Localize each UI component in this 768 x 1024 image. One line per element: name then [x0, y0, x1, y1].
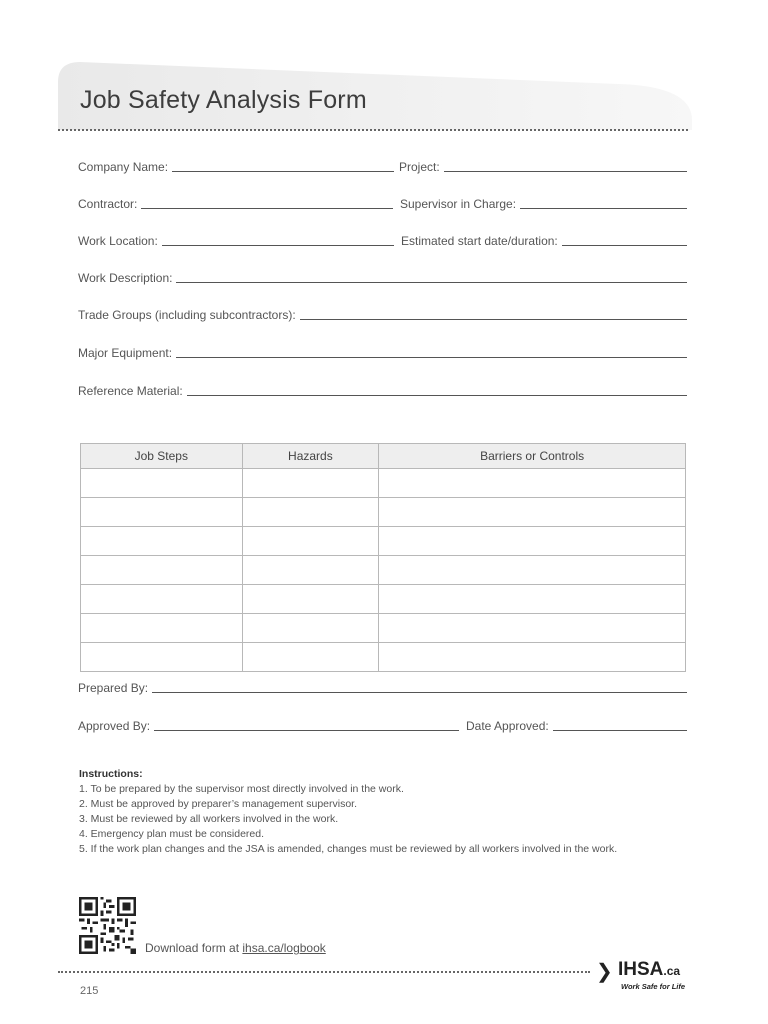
trade-groups-field[interactable] [78, 308, 687, 322]
project-line[interactable] [444, 161, 687, 172]
contractor-label: Contractor: [78, 197, 138, 211]
table-cell[interactable] [81, 469, 243, 498]
table-cell[interactable] [379, 556, 686, 585]
contractor-line[interactable] [141, 198, 393, 209]
table-header-row [81, 444, 686, 469]
work-location-line[interactable] [162, 235, 394, 246]
instructions [79, 767, 617, 857]
instruction-item: 3. Must be reviewed by all workers involved in the work. [79, 813, 339, 825]
company-name-field[interactable] [78, 160, 394, 174]
instruction-item: 1. To be prepared by the supervisor most directly involved in the work. [79, 783, 404, 795]
supervisor-label: Supervisor in Charge: [400, 197, 517, 211]
table-row [81, 527, 686, 556]
table-cell[interactable] [242, 556, 379, 585]
company-name-line[interactable] [172, 161, 394, 172]
instruction-item: 2. Must be approved by preparer’s management supervisor. [79, 798, 358, 810]
approved-by-field[interactable] [78, 719, 459, 733]
trade-groups-label: Trade Groups (including subcontractors): [78, 308, 296, 322]
company-name-label: Company Name: [78, 160, 169, 174]
work-location-label: Work Location: [78, 234, 158, 248]
project-label: Project: [399, 160, 440, 174]
prepared-by-label: Prepared By: [78, 681, 149, 695]
table-cell[interactable] [242, 469, 379, 498]
table-row [81, 585, 686, 614]
table-cell[interactable] [379, 585, 686, 614]
ihsa-mark-icon: ❯ [596, 961, 613, 983]
table-row [81, 643, 686, 672]
table-cell[interactable] [242, 643, 379, 672]
instructions-heading: Instructions: [79, 768, 143, 780]
estimated-start-label: Estimated start date/duration: [401, 234, 558, 248]
estimated-start-field[interactable] [401, 234, 687, 248]
ihsa-logo [596, 959, 688, 995]
column-header: Barriers or Controls [379, 444, 686, 469]
date-approved-label: Date Approved: [466, 719, 549, 733]
page-title: Job Safety Analysis Form [80, 86, 367, 114]
table-row [81, 556, 686, 585]
logo-tagline: Work Safe for Life [621, 982, 686, 991]
major-equipment-line[interactable] [176, 347, 687, 358]
instruction-item: 5. If the work plan changes and the JSA is amended, changes must be reviewed by all workers involved in the work. [79, 843, 618, 855]
table-cell[interactable] [81, 614, 243, 643]
table-row [81, 614, 686, 643]
table-row [81, 498, 686, 527]
download-link[interactable]: ihsa.ca/logbook [242, 941, 326, 955]
trade-groups-line[interactable] [300, 309, 687, 320]
approved-by-line[interactable] [154, 720, 459, 731]
table-cell[interactable] [379, 643, 686, 672]
logo-suffix: .ca [663, 964, 681, 978]
table-cell[interactable] [81, 585, 243, 614]
major-equipment-label: Major Equipment: [78, 346, 173, 360]
table-cell[interactable] [242, 527, 379, 556]
footer-divider [58, 971, 590, 973]
table-cell[interactable] [242, 498, 379, 527]
page-number: 215 [80, 985, 99, 997]
project-field[interactable] [399, 160, 687, 174]
date-approved-field[interactable] [466, 719, 687, 733]
download-label: Download form at [145, 941, 243, 955]
prepared-by-field[interactable] [78, 681, 687, 695]
reference-material-line[interactable] [187, 385, 687, 396]
table-cell[interactable] [379, 498, 686, 527]
table-cell[interactable] [242, 585, 379, 614]
jsa-table [80, 443, 686, 672]
table-cell[interactable] [379, 527, 686, 556]
table-cell[interactable] [379, 469, 686, 498]
contractor-field[interactable] [78, 197, 393, 211]
reference-material-label: Reference Material: [78, 384, 183, 398]
qr-code-icon[interactable] [79, 897, 136, 954]
work-description-field[interactable] [78, 271, 687, 285]
logo-name-text: IHSA [618, 959, 664, 980]
table-cell[interactable] [81, 498, 243, 527]
header-divider [58, 129, 688, 131]
table-cell[interactable] [379, 614, 686, 643]
table-row [81, 469, 686, 498]
work-location-field[interactable] [78, 234, 394, 248]
table-cell[interactable] [81, 556, 243, 585]
column-header: Job Steps [81, 444, 243, 469]
supervisor-line[interactable] [520, 198, 687, 209]
major-equipment-field[interactable] [78, 346, 687, 360]
table-cell[interactable] [242, 614, 379, 643]
column-header: Hazards [242, 444, 379, 469]
download-text [145, 941, 326, 955]
table-cell[interactable] [81, 527, 243, 556]
instruction-item: 4. Emergency plan must be considered. [79, 828, 265, 840]
logo-name [618, 959, 680, 981]
estimated-start-line[interactable] [562, 235, 687, 246]
approved-by-label: Approved By: [78, 719, 151, 733]
reference-material-field[interactable] [78, 384, 687, 398]
table-cell[interactable] [81, 643, 243, 672]
supervisor-field[interactable] [400, 197, 687, 211]
work-description-line[interactable] [176, 272, 687, 283]
date-approved-line[interactable] [553, 720, 687, 731]
work-description-label: Work Description: [78, 271, 173, 285]
prepared-by-line[interactable] [152, 682, 687, 693]
